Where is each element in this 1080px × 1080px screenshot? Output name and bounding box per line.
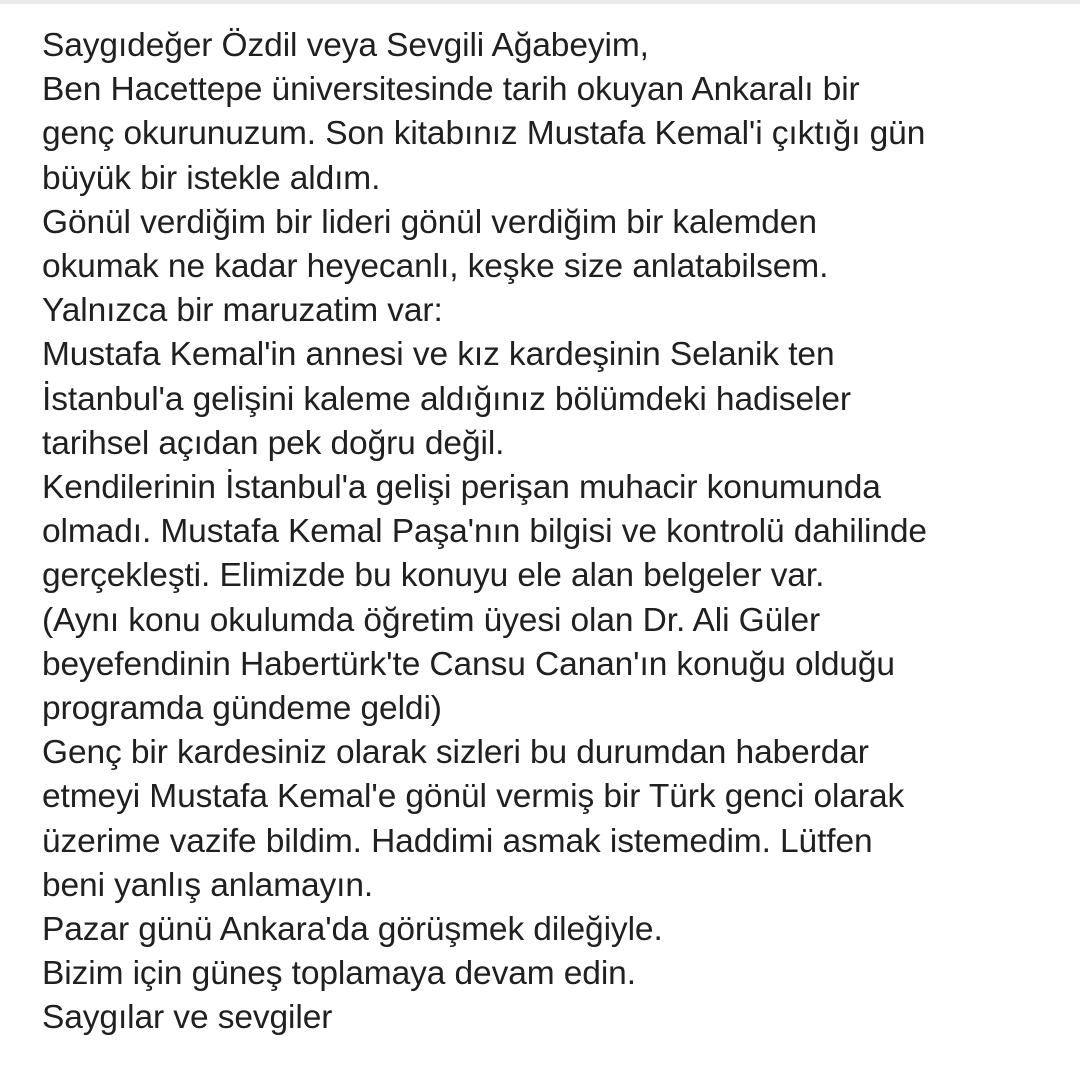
letter-line: Pazar günü Ankara'da görüşmek dileğiyle. (42, 911, 663, 949)
top-divider (0, 0, 1080, 4)
letter-line: Bizim için güneş toplamaya devam edin. (42, 955, 636, 993)
letter-line: Gönül verdiğim bir lideri gönül verdiğim bir kalemden (42, 203, 817, 241)
letter-line: Kendilerinin İstanbul'a gelişi perişan muhacir konumunda (42, 469, 881, 507)
letter-line: Genç bir kardesiniz olarak sizleri bu durumdan haberdar (42, 734, 869, 772)
letter-line: İstanbul'a gelişini kaleme aldığınız bölümdeki hadiseler (42, 380, 851, 418)
letter-line: etmeyi Mustafa Kemal'e gönül vermiş bir Türk genci olarak (42, 778, 905, 816)
letter-line: Saygıdeğer Özdil veya Sevgili Ağabeyim, (42, 27, 649, 64)
letter-text (42, 24, 1072, 1041)
letter-line: tarihsel açıdan pek doğru değil. (42, 424, 505, 462)
letter-line: Mustafa Kemal'in annesi ve kız kardeşinin Selanik ten (42, 336, 835, 374)
letter-line: genç okurunuzum. Son kitabınız Mustafa Kemal'i çıktığı gün (42, 115, 926, 153)
letter-line: (Aynı konu okulumda öğretim üyesi olan Dr. Ali Güler (42, 601, 821, 639)
letter-line: okumak ne kadar heyecanlı, keşke size anlatabilsem. (42, 248, 829, 286)
letter-line: büyük bir istekle aldım. (42, 159, 381, 197)
letter-line: beni yanlış anlamayın. (42, 866, 374, 904)
letter-line: üzerime vazife bildim. Haddimi asmak istemedim. Lütfen (42, 822, 873, 860)
letter-line: programda gündeme geldi) (42, 690, 442, 728)
letter-line: Ben Hacettepe üniversitesinde tarih okuyan Ankaralı bir (42, 71, 860, 109)
letter-line: Saygılar ve sevgiler (42, 999, 333, 1037)
letter-line: Yalnızca bir maruzatim var: (42, 292, 443, 330)
letter-line: beyefendinin Habertürk'te Cansu Canan'ın konuğu olduğu (42, 645, 895, 683)
letter-line: olmadı. Mustafa Kemal Paşa'nın bilgisi ve kontrolü dahilinde (42, 513, 927, 551)
letter-line: gerçekleşti. Elimizde bu konuyu ele alan belgeler var. (42, 557, 825, 595)
